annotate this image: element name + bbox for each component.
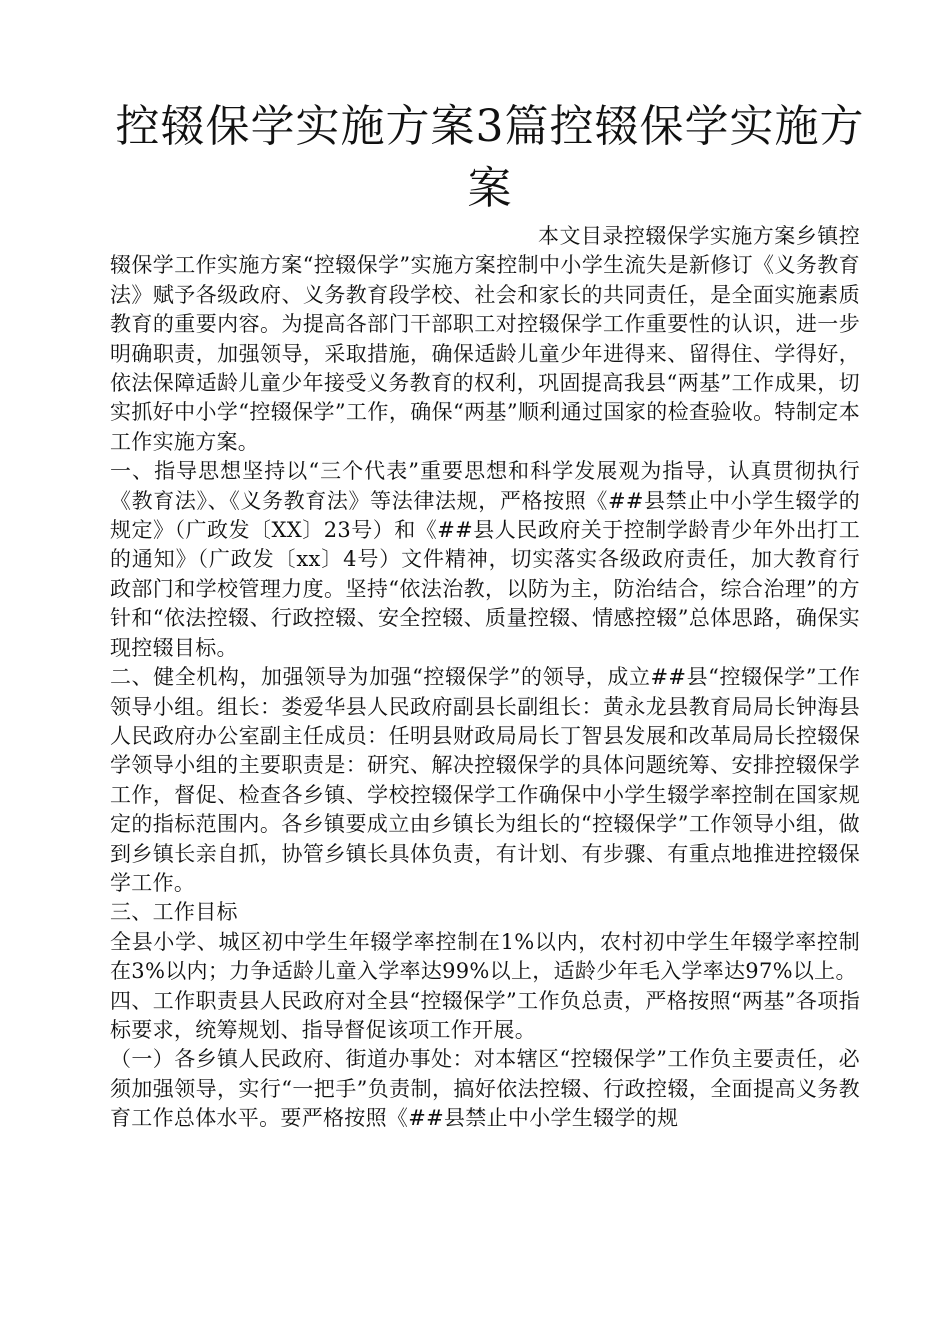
section-township-duties: （一）各乡镇人民政府、街道办事处：对本辖区“控辍保学”工作负主要责任，必须加强领导，实行“一把手”负责制，搞好依法控辍、行政控辍，全面提高义务教育工作总体水平。要严格按照《##县禁止中小学生辍学的规 <box>110 1047 860 1131</box>
document-title: 控辍保学实施方案3篇控辍保学实施方案 <box>115 101 865 214</box>
section-goals-content: 全县小学、城区初中学生年辍学率控制在1%以内，农村初中学生年辍学率控制在3%以内；力争适龄儿童入学率达99%以上，适龄少年毛入学率达97%以上。 <box>110 929 860 984</box>
section-guiding-ideology: 一、指导思想坚持以“三个代表”重要思想和科学发展观为指导，认真贯彻执行《教育法》、《义务教育法》等法律法规，严格按照《##县禁止中小学生辍学的规定》（广政发〔XX〕23号）和《##县人民政府关于控制学龄青少年外出打工的通知》（广政发〔xx〕4号）文件精神，切实落实各级政府责任，加大教育行政部门和学校管理力度。坚持“依法治教，以防为主，防治结合，综合治理”的方针和“依法控辍、行政控辍、安全控辍、质量控辍、情感控辍”总体思路，确保实现控辍目标。 <box>110 459 860 660</box>
section-responsibilities: 四、工作职责县人民政府对全县“控辍保学”工作负总责，严格按照“两基”各项指标要求，统筹规划、指导督促该项工作开展。 <box>110 988 860 1042</box>
intro-paragraph: 本文目录控辍保学实施方案乡镇控辍保学工作实施方案“控辍保学”实施方案控制中小学生流失是新修订《义务教育法》赋予各级政府、义务教育段学校、社会和家长的共同责任，是全面实施素质教育的重要内容。为提高各部门干部职工对控辍保学工作重要性的认识，进一步明确职责，加强领导，采取措施，确保适龄儿童少年进得来、留得住、学得好，依法保障适龄儿童少年接受义务教育的权利，巩固提高我县“两基”工作成果，切实抓好中小学“控辍保学”工作，确保“两基”顺利通过国家的检查验收。特制定本工作实施方案。 <box>110 224 860 454</box>
section-goals-heading: 三、工作目标 <box>110 900 238 925</box>
document-body <box>110 222 860 1134</box>
section-organization: 二、健全机构，加强领导为加强“控辍保学”的领导，成立##县“控辍保学”工作领导小组。组长：娄爱华县人民政府副县长副组长：黄永龙县教育局局长钟海县人民政府办公室副主任成员：任明县财政局局长丁智县发展和改革局局长控辍保学领导小组的主要职责是：研究、解决控辍保学的具体问题统筹、安排控辍保学工作，督促、检查各乡镇、学校控辍保学工作确保中小学生辍学率控制在国家规定的指标范围内。各乡镇要成立由乡镇长为组长的“控辍保学”工作领导小组，做到乡镇长亲自抓，协管乡镇长具体负责，有计划、有步骤、有重点地推进控辍保学工作。 <box>110 665 860 895</box>
